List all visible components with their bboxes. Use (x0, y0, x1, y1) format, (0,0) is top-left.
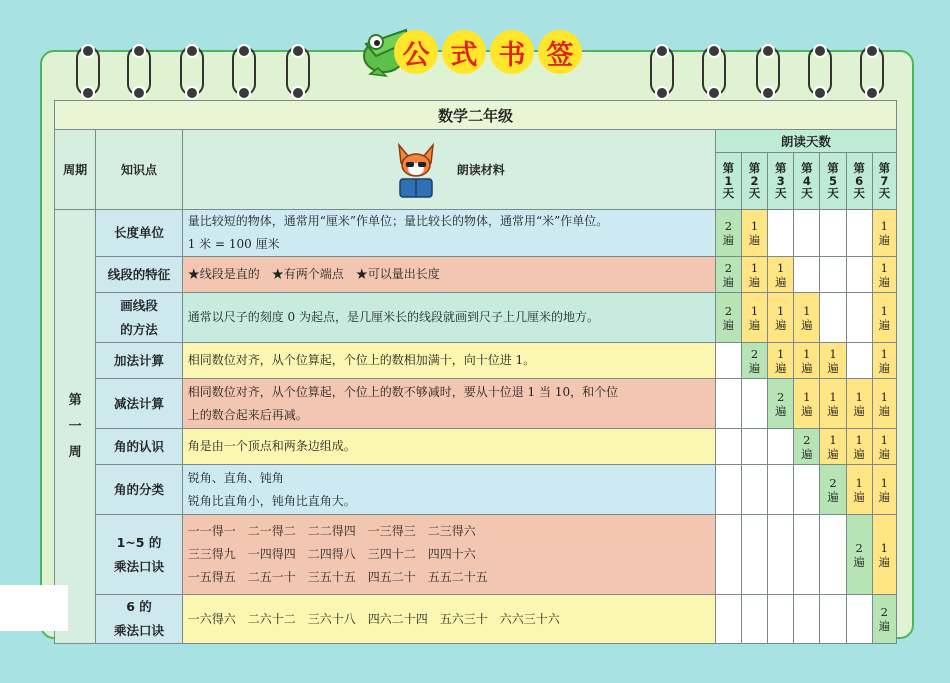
day-column-char: 3 (776, 173, 785, 188)
reading-count: 2 (724, 219, 733, 233)
day-column-header (820, 153, 846, 210)
material-line: 锐角比直角小，钝角比直角大。 (187, 493, 356, 508)
reading-unit: 遍 (722, 274, 735, 289)
topic-cell: 减法计算 (96, 379, 183, 429)
reading-count-cell (741, 465, 767, 515)
day-column-header (794, 153, 820, 210)
reading-count: 1 (855, 432, 863, 447)
day-column-char: 第 (827, 161, 839, 176)
reading-count-cell (794, 210, 820, 257)
reading-count-cell (846, 465, 872, 515)
topic-line: 乘法口诀 (113, 558, 164, 574)
day-column-header (846, 153, 872, 210)
reading-count-cell (741, 293, 767, 343)
reading-unit: 遍 (748, 274, 761, 289)
material-cell (182, 595, 715, 644)
day-column-char: 4 (802, 173, 811, 188)
material-line: 锐角、直角、钝角 (187, 470, 284, 485)
material-cell (182, 257, 715, 293)
material-line: 相同数位对齐，从个位算起，个位上的数不够减时，要从十位退 1 当 10，和个位 (187, 384, 619, 399)
reading-count-cell (846, 210, 872, 257)
reading-count-cell (794, 515, 820, 595)
day-column-char: 天 (853, 186, 865, 201)
reading-count: 1 (750, 303, 759, 318)
reading-count: 1 (803, 346, 811, 361)
reading-count: 1 (777, 303, 785, 318)
reading-count-cell (768, 343, 794, 379)
day-column-char: 天 (748, 186, 761, 201)
day-column-char: 7 (880, 173, 889, 188)
reading-unit: 遍 (878, 360, 891, 375)
reading-count-cell (872, 595, 896, 644)
reading-count: 2 (777, 389, 785, 404)
reading-count-cell (872, 343, 896, 379)
reading-count-cell (846, 515, 872, 595)
material-line: 1 米 = 100 厘米 (187, 237, 280, 251)
reading-count-cell (820, 429, 846, 465)
spiral-ring-icon (808, 46, 832, 96)
topic-cell: 角的认识 (96, 429, 183, 465)
reading-count-cell (820, 293, 846, 343)
table-row (55, 515, 897, 595)
period-char: 第 (68, 392, 82, 408)
spiral-ring-icon (702, 46, 726, 96)
spiral-ring-icon (286, 46, 310, 96)
day-column-header (715, 153, 741, 210)
material-line: 一六得六 二六十二 三六十八 四六二十四 五六三十 六六三十六 (187, 611, 560, 626)
reading-count-cell (768, 379, 794, 429)
reading-count: 1 (880, 303, 888, 318)
material-line: 角是由一个顶点和两条边组成。 (187, 439, 356, 453)
reading-count: 1 (777, 346, 785, 361)
topic-header: 知识点 (96, 130, 183, 210)
period-char: 一 (68, 418, 82, 434)
reading-count-cell (794, 257, 820, 293)
reading-unit: 遍 (853, 403, 865, 418)
title-char: 式 (442, 30, 486, 74)
material-line: 上的数合起来后再减。 (187, 407, 308, 422)
spiral-ring-icon (756, 46, 780, 96)
reading-unit: 遍 (878, 317, 891, 332)
table-row (55, 379, 897, 429)
reading-unit: 遍 (774, 317, 787, 332)
table-row (55, 343, 897, 379)
reading-count-cell (846, 293, 872, 343)
reading-count-cell (872, 429, 896, 465)
spiral-ring-icon (127, 46, 151, 96)
reading-count-cell (820, 343, 846, 379)
table-row (55, 465, 897, 515)
reading-count-cell (820, 379, 846, 429)
reading-count: 1 (829, 389, 837, 404)
day-column-header (768, 153, 794, 210)
day-column-char: 1 (724, 173, 733, 188)
reading-unit: 遍 (827, 489, 839, 504)
reading-count-cell (741, 595, 767, 644)
reading-count-cell (768, 257, 794, 293)
topic-cell (96, 515, 183, 595)
reading-count: 1 (855, 389, 863, 404)
day-column-char: 6 (855, 173, 864, 188)
spiral-ring-icon (232, 46, 256, 96)
reading-count: 2 (750, 346, 759, 361)
title-badge (356, 22, 596, 80)
material-line: ★线段是直的 ★有两个端点 ★可以量出长度 (187, 267, 440, 281)
reading-count-cell (715, 465, 741, 515)
reading-count: 1 (829, 432, 837, 447)
reading-count-cell (794, 343, 820, 379)
reading-count-cell (768, 210, 794, 257)
reading-count: 1 (880, 260, 888, 275)
day-column-char: 5 (828, 173, 837, 188)
reading-count: 1 (777, 260, 785, 275)
reading-count-cell (715, 257, 741, 293)
day-column-char: 天 (722, 186, 735, 201)
spiral-ring-icon (180, 46, 204, 96)
material-header (182, 130, 715, 210)
reading-unit: 遍 (801, 360, 813, 375)
reading-count-cell (741, 515, 767, 595)
period-char: 周 (68, 444, 82, 460)
material-line: 一五得五 二五一十 三五十五 四五二十 五五二十五 (187, 570, 488, 584)
day-column-char: 天 (774, 186, 787, 201)
day-column-char: 第 (722, 161, 735, 176)
reading-unit: 遍 (878, 446, 891, 461)
period-header: 周期 (55, 130, 96, 210)
reading-count-cell (794, 379, 820, 429)
topic-cell: 加法计算 (96, 343, 183, 379)
table-row (55, 293, 897, 343)
topic-cell (96, 293, 183, 343)
day-column-char: 第 (801, 161, 813, 176)
reading-unit: 遍 (722, 233, 735, 247)
reading-unit: 遍 (878, 554, 891, 569)
period-cell (55, 210, 96, 644)
reading-count: 1 (880, 219, 888, 233)
material-line: 一一得一 二一得二 二二得四 一三得三 二三得六 (187, 524, 476, 538)
reading-unit: 遍 (878, 274, 891, 289)
reading-count-cell (820, 210, 846, 257)
reading-count: 2 (724, 260, 733, 275)
topic-line: 的方法 (120, 321, 158, 337)
table-row (55, 257, 897, 293)
reading-count: 1 (750, 260, 759, 275)
formula-table (54, 100, 897, 644)
material-line: 通常以尺子的刻度 0 为起点，是几厘米长的线段就画到尺子上几厘米的地方。 (187, 310, 600, 324)
reading-unit: 遍 (774, 274, 787, 289)
fox-reading-icon (393, 141, 439, 199)
topic-cell: 角的分类 (96, 465, 183, 515)
day-column-char: 天 (827, 186, 839, 201)
reading-count: 1 (880, 346, 888, 361)
reading-count-cell (872, 515, 896, 595)
day-column-char: 天 (878, 186, 891, 201)
reading-count-cell (794, 429, 820, 465)
title-char: 公 (394, 30, 438, 74)
material-line: 量比较短的物体，通常用“厘米”作单位；量比较长的物体，通常用“米”作单位。 (187, 214, 609, 228)
reading-unit: 遍 (748, 360, 761, 375)
table-row (55, 210, 897, 257)
reading-count: 1 (803, 389, 811, 404)
reading-count-cell (794, 595, 820, 644)
topic-cell: 线段的特征 (96, 257, 183, 293)
reading-count: 1 (829, 346, 837, 361)
reading-count-cell (715, 293, 741, 343)
reading-count-cell (846, 257, 872, 293)
reading-count-cell (768, 595, 794, 644)
reading-unit: 遍 (722, 317, 735, 332)
reading-count: 1 (880, 475, 888, 490)
reading-unit: 遍 (878, 403, 891, 418)
reading-unit: 遍 (878, 233, 891, 247)
reading-count-cell (741, 429, 767, 465)
reading-count-cell (715, 210, 741, 257)
material-cell (182, 343, 715, 379)
day-column-header (872, 153, 896, 210)
topic-line: 6 的 (126, 599, 152, 614)
reading-unit: 遍 (878, 489, 891, 504)
reading-count: 2 (724, 303, 733, 318)
reading-count-cell (741, 210, 767, 257)
day-column-char: 第 (878, 161, 891, 176)
topic-line: 乘法口诀 (113, 623, 164, 638)
reading-count-cell (768, 429, 794, 465)
reading-count-cell (820, 257, 846, 293)
reading-count: 2 (803, 432, 811, 447)
reading-count: 1 (880, 389, 888, 404)
reading-count: 2 (880, 605, 888, 619)
day-column-header (741, 153, 767, 210)
topic-line: 画线段 (120, 297, 158, 313)
reading-count-cell (872, 465, 896, 515)
spiral-ring-icon (650, 46, 674, 96)
reading-count-cell (741, 257, 767, 293)
topic-cell: 长度单位 (96, 210, 183, 257)
reading-unit: 遍 (853, 446, 865, 461)
topic-cell (96, 595, 183, 644)
reading-unit: 遍 (774, 403, 787, 418)
reading-count: 1 (750, 219, 759, 233)
title (394, 30, 582, 74)
days-header: 朗读天数 (715, 130, 896, 153)
reading-unit: 遍 (748, 317, 761, 332)
table-row (55, 429, 897, 465)
reading-count-cell (846, 595, 872, 644)
day-column-char: 第 (748, 161, 761, 176)
reading-unit: 遍 (827, 403, 839, 418)
reading-unit: 遍 (853, 489, 865, 504)
title-char: 书 (490, 30, 534, 74)
reading-count-cell (872, 210, 896, 257)
reading-unit: 遍 (774, 360, 787, 375)
reading-count-cell (872, 379, 896, 429)
reading-count: 2 (829, 475, 837, 490)
day-column-char: 2 (750, 173, 759, 188)
reading-count-cell (768, 465, 794, 515)
title-char: 签 (538, 30, 582, 74)
grade-title: 数学二年级 (55, 101, 897, 130)
material-header-label: 朗读材料 (456, 163, 505, 177)
day-column-char: 第 (774, 161, 787, 176)
day-column-char: 第 (853, 161, 865, 176)
reading-count-cell (820, 515, 846, 595)
reading-count: 1 (880, 540, 888, 555)
reading-count-cell (715, 379, 741, 429)
reading-count-cell (846, 379, 872, 429)
reading-count-cell (715, 515, 741, 595)
material-cell (182, 515, 715, 595)
material-cell (182, 429, 715, 465)
table-row (55, 595, 897, 644)
reading-count-cell (741, 379, 767, 429)
reading-count: 1 (855, 475, 863, 490)
spiral-ring-icon (860, 46, 884, 96)
day-column-char: 天 (801, 186, 813, 201)
reading-count-cell (872, 293, 896, 343)
reading-count: 2 (855, 540, 863, 555)
reading-count: 1 (880, 432, 888, 447)
reading-count-cell (768, 293, 794, 343)
material-cell (182, 210, 715, 257)
topic-line: 1~5 的 (116, 534, 162, 550)
reading-count-cell (794, 465, 820, 515)
reading-count: 1 (803, 303, 811, 318)
reading-count-cell (820, 465, 846, 515)
material-cell (182, 293, 715, 343)
reading-count-cell (741, 343, 767, 379)
reading-count-cell (768, 515, 794, 595)
reading-count-cell (872, 257, 896, 293)
reading-unit: 遍 (801, 403, 813, 418)
material-line: 三三得九 一四得四 二四得八 三四十二 四四十六 (187, 547, 476, 561)
corner-blank (0, 585, 68, 631)
reading-unit: 遍 (801, 317, 813, 332)
reading-count-cell (715, 343, 741, 379)
reading-unit: 遍 (748, 233, 761, 247)
reading-unit: 遍 (827, 446, 839, 461)
reading-count-cell (794, 293, 820, 343)
spiral-ring-icon (76, 46, 100, 96)
reading-unit: 遍 (827, 360, 839, 375)
reading-count-cell (820, 595, 846, 644)
material-cell (182, 465, 715, 515)
material-line: 相同数位对齐，从个位算起，个位上的数相加满十，向十位进 1。 (187, 353, 536, 367)
material-cell (182, 379, 715, 429)
reading-unit: 遍 (878, 619, 891, 633)
reading-unit: 遍 (853, 554, 865, 569)
reading-count-cell (715, 595, 741, 644)
reading-unit: 遍 (801, 446, 813, 461)
reading-count-cell (715, 429, 741, 465)
reading-count-cell (846, 343, 872, 379)
reading-count-cell (846, 429, 872, 465)
